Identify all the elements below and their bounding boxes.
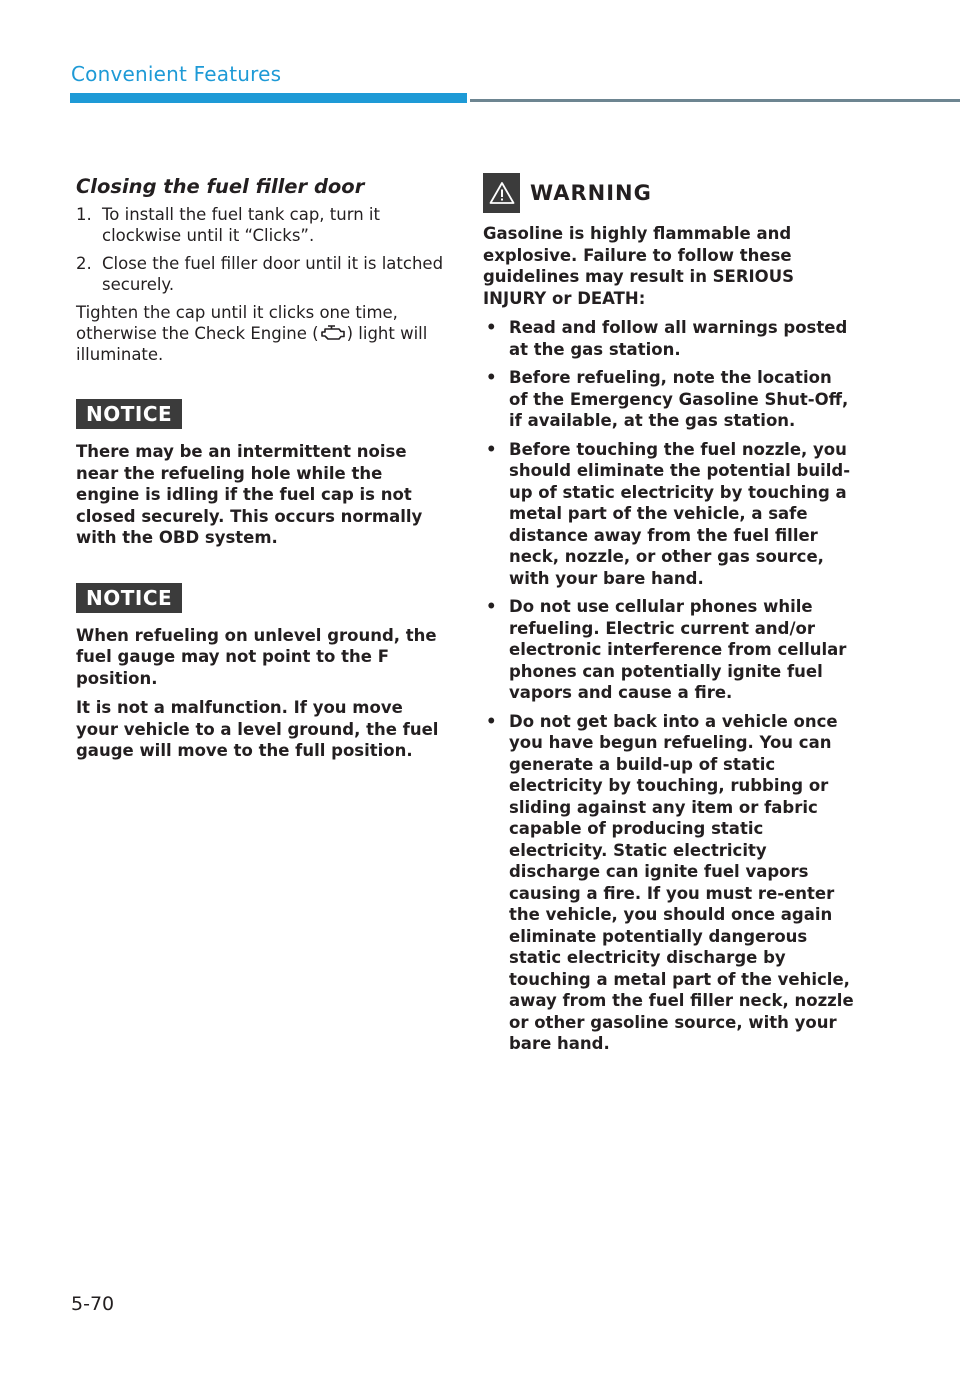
warning-intro: Gasoline is highly flammable and explosive. Failure to follow these guidelines may result in SERIOUS INJURY or DEATH: [483, 224, 794, 308]
warning-header [483, 173, 855, 213]
steps-list [76, 204, 448, 295]
step-number: 1. [76, 205, 92, 224]
bullet-icon: • [486, 711, 497, 731]
bullet-icon: • [486, 439, 497, 459]
warning-label: WARNING [530, 181, 652, 205]
warning-item [483, 439, 855, 590]
header-rule-accent [70, 93, 467, 103]
warning-item-text: Before refueling, note the location of the Emergency Gasoline Shut-Off, if available, at the gas station. [509, 368, 849, 430]
notice-text: There may be an intermittent noise near the refueling hole while the engine is idling if the fuel cap is not closed securely. This occurs normally with the OBD system. [76, 442, 423, 547]
left-column [76, 175, 448, 762]
bullet-icon: • [486, 597, 497, 616]
tighten-paragraph [76, 302, 448, 365]
notice-label: NOTICE [76, 583, 182, 613]
warning-item-text: Do not get back into a vehicle once you have begun refueling. You can generate a build-up of static electricity by touching, rubbing or sliding against any item or fabric capable of producing static electricity. Static electricity discharge can ignite fuel vapors causing a fire. If you must re-enter the vehicle, you should once again eliminate potentially dangerous static electricity discharge by touching a metal part of the vehicle, away from the fuel filler neck, nozzle or other gasoline source, with your bare hand. [509, 711, 854, 1053]
step-item [76, 253, 448, 295]
section-header-title: Convenient Features [71, 62, 282, 86]
step-text: To install the fuel tank cap, turn it clockwise until it “Clicks”. [102, 205, 380, 245]
step-text: Close the fuel filler door until it is latched securely. [102, 254, 444, 294]
notice-text: It is not a malfunction. If you move your vehicle to a level ground, the fuel gauge will move to the full position. [76, 698, 439, 760]
step-item [76, 204, 448, 246]
bullet-icon: • [486, 318, 497, 337]
notice-label: NOTICE [76, 399, 182, 429]
right-column [483, 173, 855, 1062]
header-rule-gray [470, 99, 960, 102]
warning-item [483, 367, 855, 432]
warning-list [483, 317, 855, 1055]
notice-text: When refueling on unlevel ground, the fuel gauge may not point to the F position. [76, 625, 437, 688]
notice-box [76, 583, 448, 762]
warning-icon-box [483, 173, 520, 213]
warning-item [483, 711, 855, 1055]
tighten-text-after: ) light will illuminate. [76, 324, 428, 364]
warning-item-text: Read and follow all warnings posted at the gas station. [509, 318, 848, 359]
section-title: Closing the fuel filler door [76, 175, 365, 198]
tighten-text-before: Tighten the cap until it clicks one time, otherwise the Check Engine ( [76, 303, 398, 343]
warning-item-text: Do not use cellular phones while refueling. Electric current and/or electronic interference from cellular phones can potentially ignite fuel vapors and cause a fire. [509, 597, 847, 702]
warning-triangle-icon [489, 181, 515, 205]
warning-item-text: Before touching the fuel nozzle, you should eliminate the potential build-up of static electricity by touching a metal part of the vehicle, a safe distance away from the fuel filler neck, nozzle, or other gas source, with your bare hand. [509, 439, 851, 588]
page-number: 5-70 [71, 1293, 115, 1315]
step-number: 2. [76, 254, 92, 273]
check-engine-icon [320, 324, 346, 342]
notice-box [76, 399, 448, 549]
warning-item [483, 596, 855, 704]
bullet-icon: • [486, 368, 497, 387]
warning-item [483, 317, 855, 360]
